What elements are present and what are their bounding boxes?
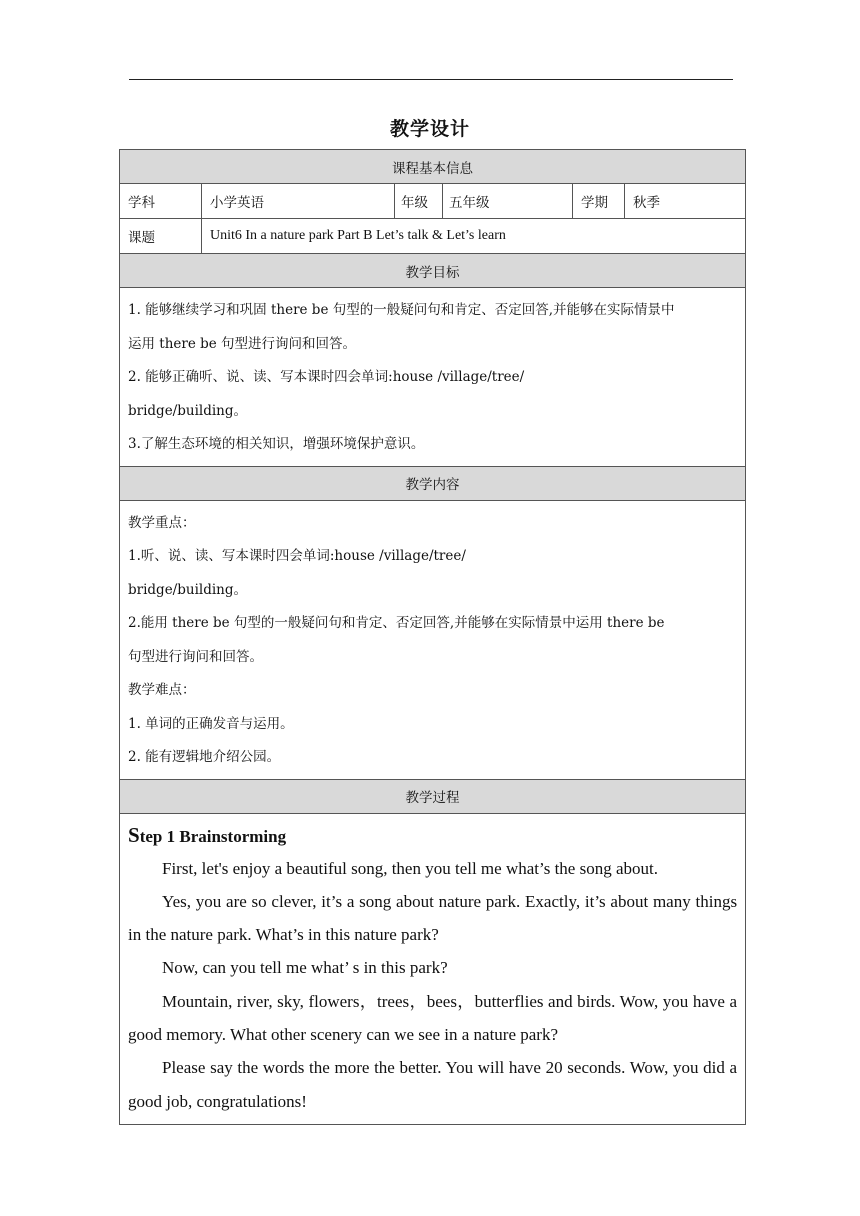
content-line: 教学重点： [128,514,196,531]
process-paragraph: First, let's enjoy a beautiful song, then you tell me what’s the song about. [162,858,658,878]
topic-value: Unit6 In a nature park Part B Let’s talk & Let’s learn [202,219,746,254]
info-row [120,184,746,219]
section-title: 教学内容 [120,466,746,500]
term-value: 秋季 [625,184,746,219]
process-block [120,813,746,1124]
process-paragraph: Now, can you tell me what’ s in this park? [162,958,448,978]
step-heading-initial: S [128,822,140,847]
lesson-plan-table [119,149,746,1125]
process-paragraph: Mountain, river, sky, flowers，trees，bees，butterflies and birds. Wow, you have a good memory. What other scenery can we see in a nature park? [128,991,738,1044]
content-line: 2.能用 there be 句型的一般疑问句和肯定、否定回答,并能够在实际情景中运用 there be [128,615,665,631]
content-line: 教学难点： [128,682,196,698]
content-line: 句型进行询问和回答。 [128,648,263,665]
section-header-process [120,779,746,813]
content-line: 1.听、说、读、写本课时四会单词:house /village/tree/ [128,548,466,564]
section-title: 课程基本信息 [120,150,746,184]
process-paragraph: Yes, you are so clever, it’s a song about nature park. Exactly, it’s about many things in the nature park. What’s in this nature park? [128,891,738,945]
step-heading [128,820,737,852]
topic-row [120,219,746,254]
objective-line: 运用 there be 句型进行询问和回答。 [128,335,357,352]
section-header-basic-info [120,150,746,184]
topic-label: 课题 [120,219,202,254]
content-line: 2. 能有逻辑地介绍公园。 [128,749,281,765]
document-title: 教学设计 [389,118,470,140]
content-block [120,500,746,779]
content-line: 1. 单词的正确发音与运用。 [128,715,294,732]
section-header-content [120,466,746,500]
section-title: 教学过程 [120,779,746,813]
section-title: 教学目标 [120,254,746,288]
step-heading-rest: tep 1 Brainstorming [139,826,287,846]
objective-line: 1. 能够继续学习和巩固 there be 句型的一般疑问句和肯定、否定回答,并能够在实际情景中 [128,302,675,318]
section-header-objectives [120,254,746,288]
objective-line: 2. 能够正确听、说、读、写本课时四会单词:house /village/tree/ [128,369,525,385]
grade-value: 五年级 [443,184,573,219]
grade-label: 年级 [395,184,443,219]
subject-label: 学科 [120,184,202,219]
process-paragraph: Please say the words the more the better. You will have 20 seconds. Wow, you did a good job, congratulations! [128,1058,738,1111]
subject-value: 小学英语 [202,184,395,219]
header-rule [129,79,733,80]
objectives-block [120,288,746,467]
term-label: 学期 [573,184,625,219]
objective-line: 3.了解生态环境的相关知识，增强环境保护意识。 [128,436,425,452]
objective-line: bridge/building。 [128,402,248,419]
content-line: bridge/building。 [128,581,248,598]
